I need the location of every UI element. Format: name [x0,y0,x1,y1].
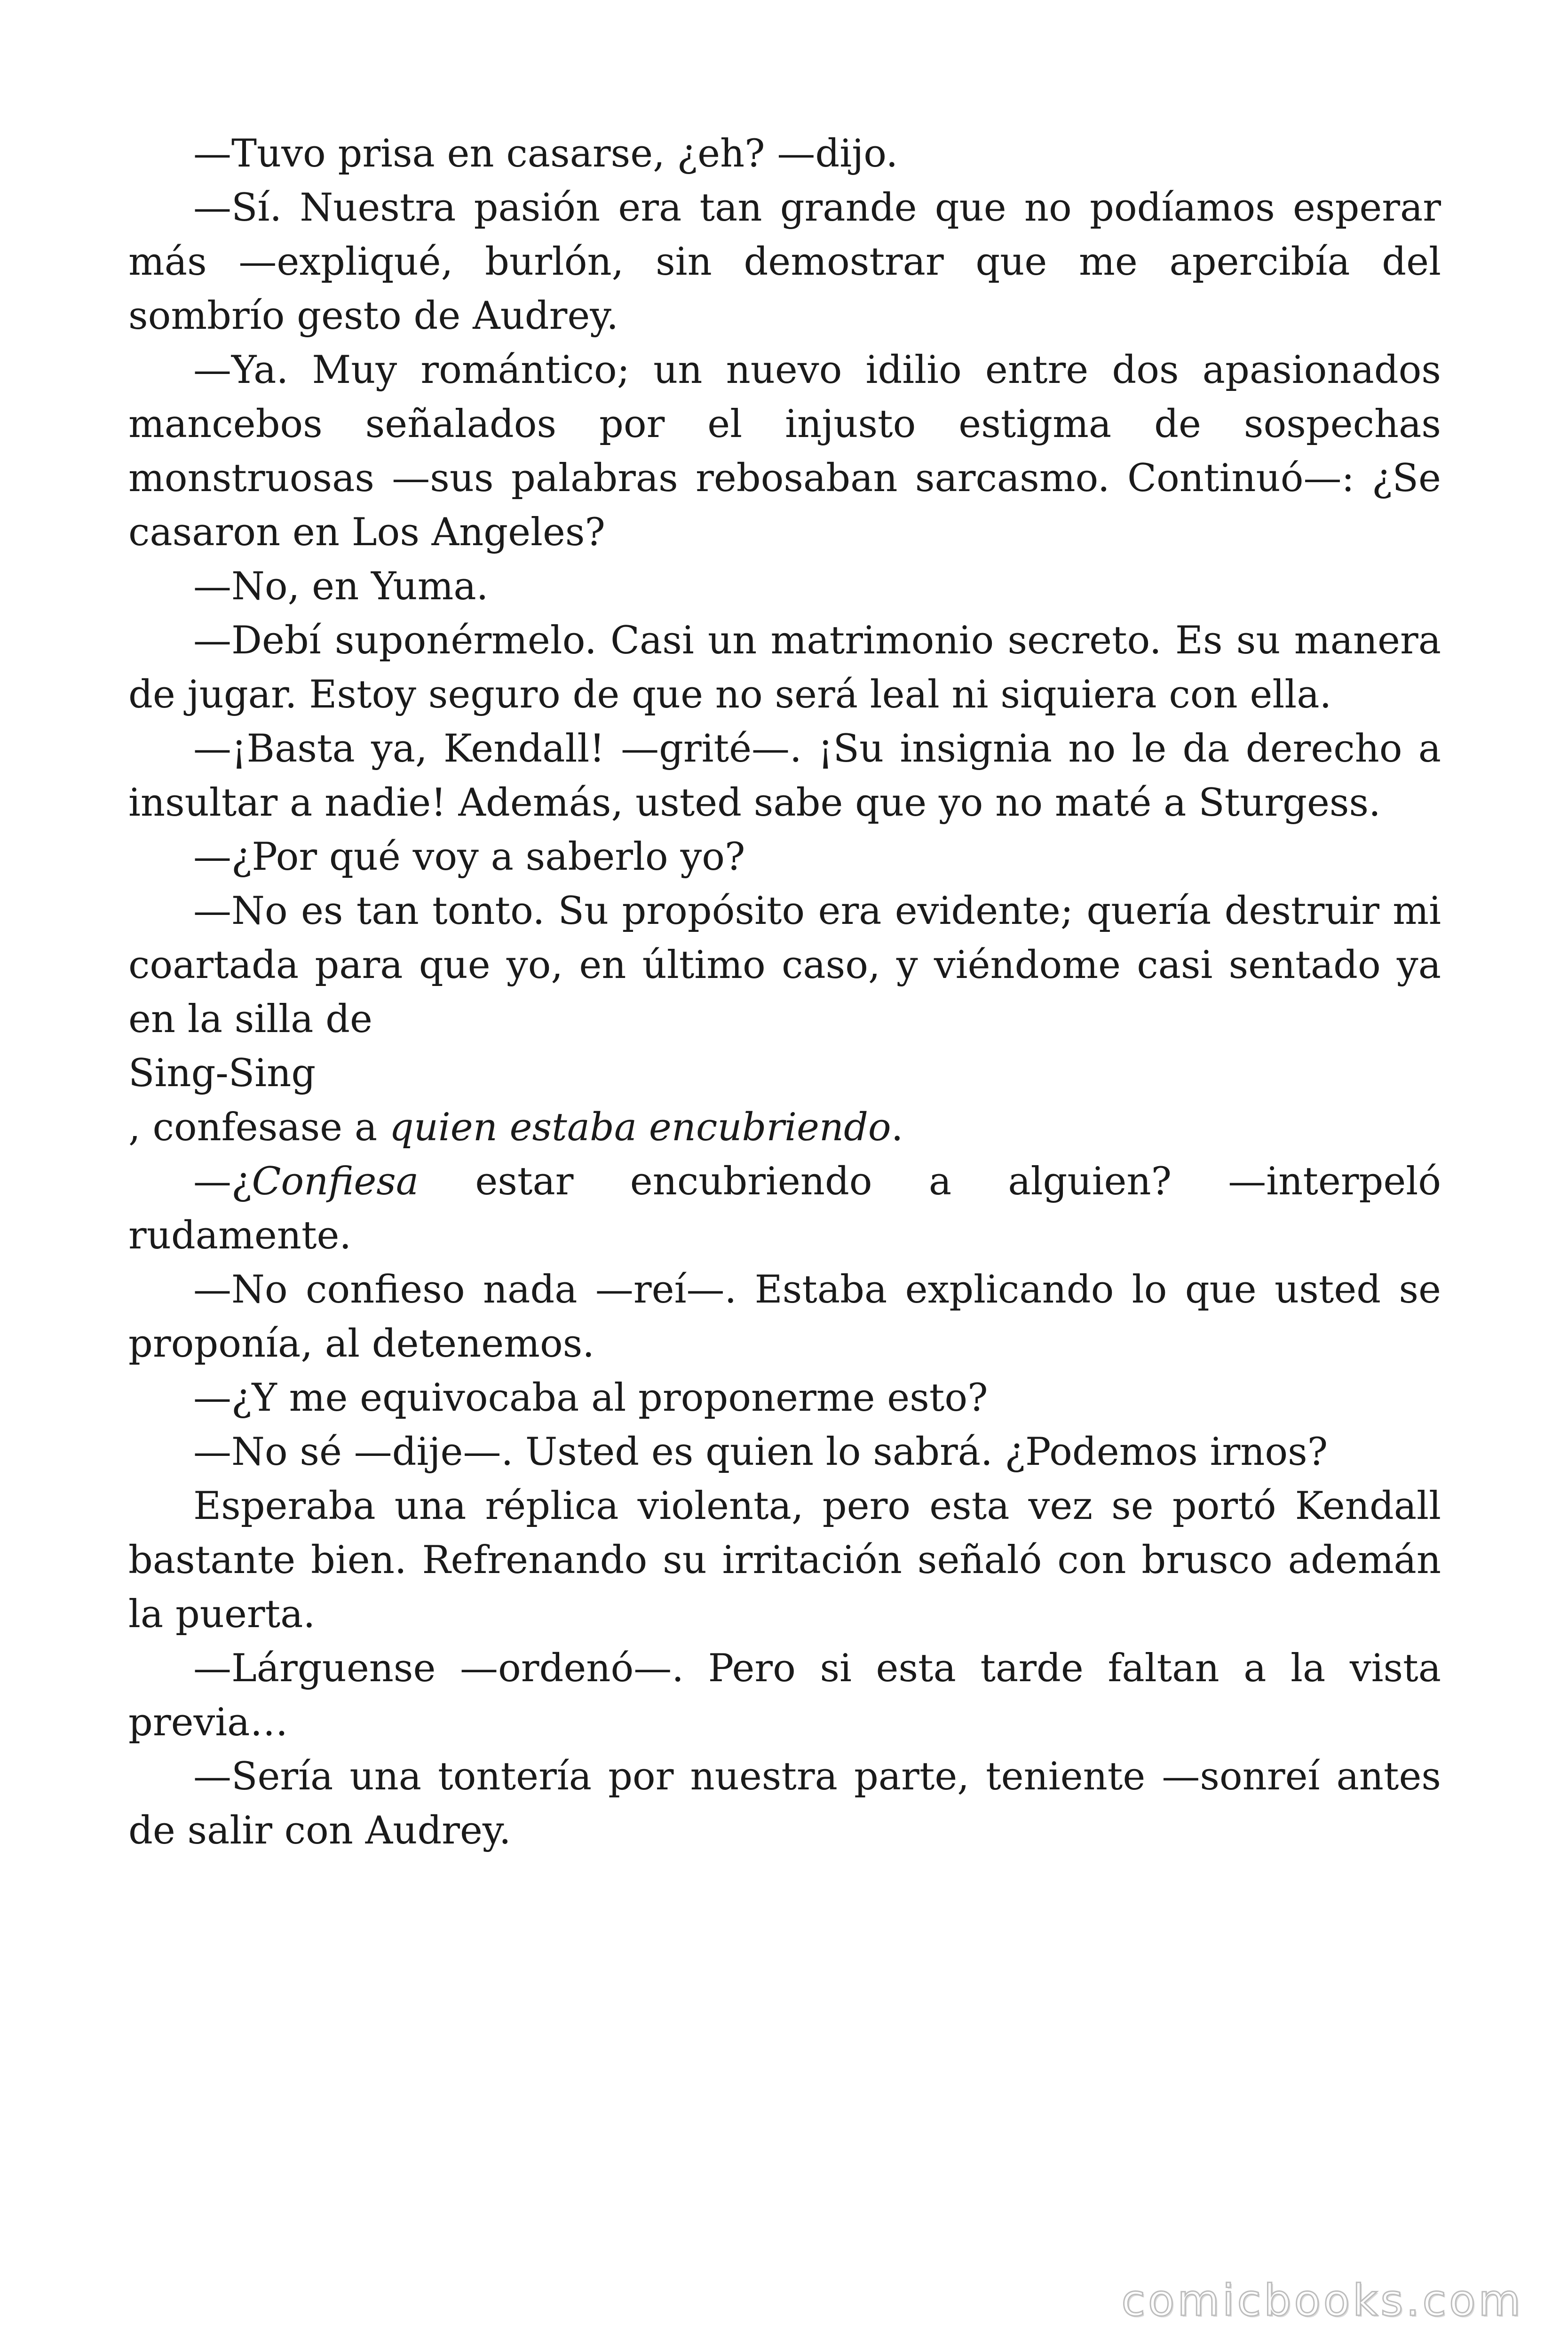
text-segment: —¿Y me equivocaba al proponerme esto? [193,1376,988,1420]
paragraph [128,1750,1441,1858]
text-segment: —No, en Yuma. [193,564,489,609]
italic-text-segment: Confiesa [252,1160,419,1204]
watermark: comicbooks.com [1121,2275,1523,2326]
paragraph [128,560,1441,614]
text-segment: —Lárguense —ordenó—. Pero si esta tarde faltan a la vista previa… [128,1646,1441,1745]
text-segment: —Debí suponérmelo. Casi un matrimonio secreto. Es su manera de jugar. Estoy seguro de que no será leal ni siquiera con ella. [128,619,1441,717]
paragraph [128,722,1441,830]
paragraph [128,1263,1441,1371]
paragraph [128,1047,1441,1101]
paragraph [128,830,1441,884]
text-segment: Sing-Sing [128,1051,316,1096]
text-segment: —No es tan tonto. Su propósito era evidente; quería destruir mi coartada para que yo, en último caso, y viéndome casi sentado ya en la silla de [128,889,1441,1041]
text-segment: estar encubriendo a alguien? —interpeló rudamente. [128,1160,1441,1258]
text-segment: —No sé —dije—. Usted es quien lo sabrá. ¿Podemos irnos? [193,1430,1328,1474]
paragraph [128,1155,1441,1263]
text-segment: —¡Basta ya, Kendall! —grité—. ¡Su insignia no le da derecho a insultar a nadie! Además, usted sabe que yo no maté a Sturgess. [128,727,1441,825]
text-segment: —No confieso nada —reí—. Estaba explicando lo que usted se proponía, al detenemos. [128,1268,1441,1366]
text-segment: —Tuvo prisa en casarse, ¿eh? —dijo. [193,132,898,176]
text-segment: , confesase a [128,1105,389,1150]
paragraph [128,884,1441,1047]
body-text [128,127,1441,1858]
text-segment: . [891,1105,903,1150]
italic-text-segment: quien estaba encubriendo [389,1105,891,1150]
paragraph [128,343,1441,560]
paragraph [128,127,1441,181]
paragraph [128,181,1441,343]
paragraph [128,1479,1441,1642]
text-segment: Esperaba una réplica violenta, pero esta vez se portó Kendall bastante bien. Refrenando su irritación señaló con brusco ademán la puerta. [128,1484,1441,1637]
text-segment: —Sí. Nuestra pasión era tan grande que no podíamos esperar más —expliqué, burlón, sin demostrar que me apercibía del sombrío gesto de Audrey. [128,186,1441,338]
text-segment: —Sería una tontería por nuestra parte, teniente —sonreí antes de salir con Audrey. [128,1755,1441,1853]
text-segment: —Ya. Muy romántico; un nuevo idilio entre dos apasionados mancebos señalados por el injusto estigma de sospechas monstruosas —sus palabras rebosaban sarcasmo. Continuó—: ¿Se casaron en Los Angeles? [128,348,1441,555]
text-segment: —¿ [193,1160,252,1204]
text-segment: —¿Por qué voy a saberlo yo? [193,835,745,879]
paragraph [128,614,1441,722]
paragraph [128,1101,1441,1155]
paragraph [128,1425,1441,1479]
paragraph [128,1642,1441,1750]
paragraph [128,1371,1441,1425]
